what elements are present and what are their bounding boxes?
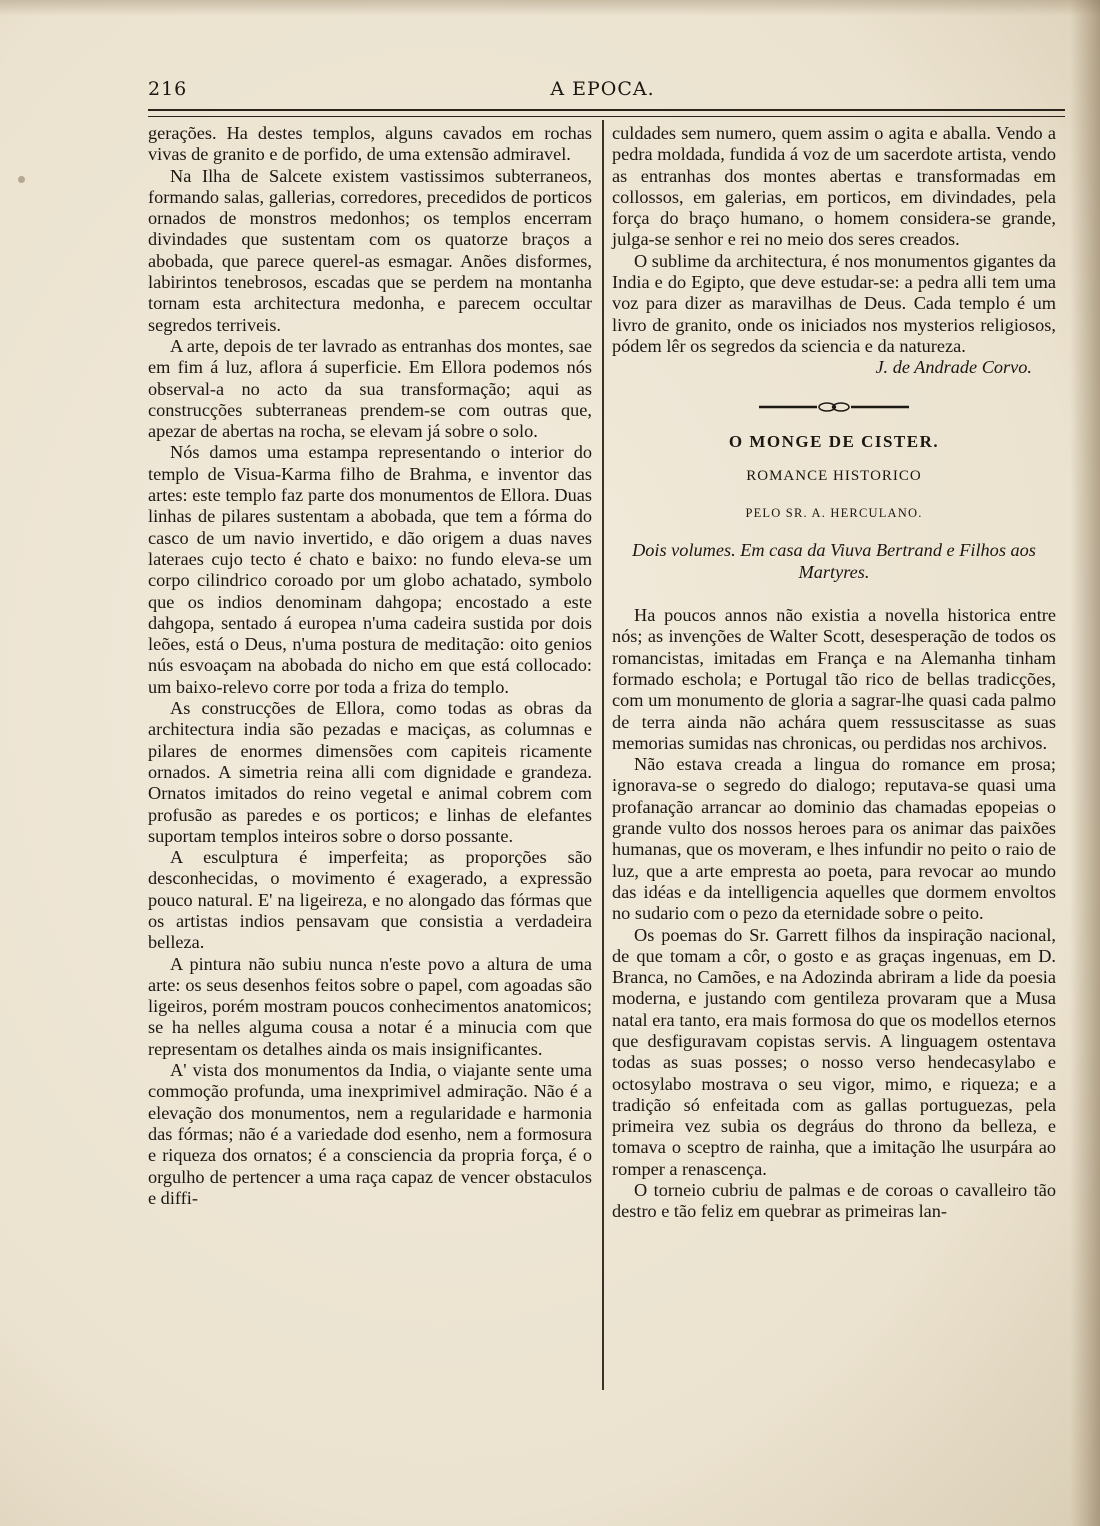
page-top-shadow (0, 0, 1100, 16)
paragraph: O torneio cubriu de palmas e de coroas o cavalleiro tão destro e tão feliz em quebrar as primeiras lan- (612, 1180, 1056, 1222)
left-column (148, 123, 592, 1209)
column-divider (602, 120, 604, 1390)
paper-spot (18, 176, 25, 183)
paragraph: Não estava creada a lingua do romance em prosa; ignorava-se o segredo do dialogo; reputava-se quasi uma profanação arrancar ao dominio das chamadas epopeias o grande vulto dos nossos heroes para os animar das paixões humanas, que os moveram, e lhes infundir no peito o raio de luz, que a arte empresta ao poeta, para revocar ao mundo das idéas e da intelligencia aquelles que dormem envoltos no sudario com o pezo da eternidade sobre o peito. (612, 754, 1056, 924)
page-header (140, 78, 1065, 102)
paragraph: A arte, depois de ter lavrado as entranhas dos montes, sae em fim á luz, aflora á superficie. Em Ellora podemos nós observal-a no acto da sua transformação; aqui as construcções subterraneas prendem-se com outras que, apezar de abertas na rocha, se elevam já sobre o solo. (148, 335, 592, 442)
paragraph: A' vista dos monumentos da India, o viajante sente uma commoção profunda, uma inexprimivel admiração. Não é a elevação dos monumentos, nem a regularidade e harmonia das fórmas; não é a variedade dod esenho, nem a formosura e riqueza dos ornatos; é a consciencia da propria força, é o orgulho de pertencer a uma raça capaz de vencer obstaculos e diffi- (148, 1060, 592, 1208)
paragraph: O sublime da architectura, é nos monumentos gigantes da India e do Egipto, que deve estudar-se: a pedra alli tem uma voz para dizer as maravilhas de Deus. Cada templo é um livro de granito, onde os iniciados nos mysterios religiosos, pódem lêr os segredos da sciencia e da natureza. (612, 250, 1056, 356)
review-title: O MONGE DE CISTER. (728, 431, 940, 451)
ornament-icon (759, 401, 909, 413)
paragraph: Nós damos uma estampa representando o interior do templo de Visua-Karma filho de Brahma, e inventor das artes: este templo faz parte dos monumentos de Ellora. Duas linhas de pilares sustentam a abobada, que tem a fórma do casco de um navio invertido, e dão origem a duas naves lateraes cujo tecto é chato e baixo: no fundo eleva-se um corpo cilindrico coroado por um globo achatado, symbolo que os indios denominam dahgopa; encostado a este dahgopa, sentado á europea n'uma cadeira sustida por dois leões, está o Deus, n'uma postura de meditação: oito genios nús esvoaçam na abobada do nicho em que está collocado: um baixo-relevo corre por toda a friza do templo. (148, 442, 592, 697)
ornament-divider (759, 401, 909, 413)
review-subtitle: ROMANCE HISTORICO (746, 467, 922, 484)
paragraph: A esculptura é imperfeita; as proporções são desconhecidas, o movimento é exagerado, a expressão pouco natural. E' na ligeireza, e no alongado das fórmas que os artistas indios pensavam que consistia a verdadeira belleza. (148, 847, 592, 953)
paragraph: Na Ilha de Salcete existem vastissimos subterraneos, formando salas, gallerias, corredores, precedidos de porticos ornados de monstros medonhos; os templos encerram divindades que sustentam com os quatorze braços a abobada, que parece querel-as esmagar. Anões disformes, labirintos tenebrosos, escadas que se perdem na montanha tornam esta architectura medonha, e parecem occultar segredos terriveis. (148, 165, 592, 335)
paragraph: gerações. Ha destes templos, alguns cavados em rochas vivas de granito e de porfido, de uma extensão admiravel. (148, 123, 592, 165)
paragraph: As construcções de Ellora, como todas as obras da architectura india são pezadas e maciças, as columnas e pilares de enormes dimensões com capiteis ricamente ornados. A simetria reina alli com dignidade e grandeza. Ornatos imitados do reino vegetal e animal cobrem com profusão as paredes e os porticos; e linhas de elefantes suportam templos inteiros sobre o dorso possante. (148, 698, 592, 846)
paragraph: A pintura não subiu nunca n'este povo a altura de uma arte: os seus desenhos feitos sobre o papel, com agoadas são ligeiros, porém mostram poucos conhecimentos anatomicos; se ha nelles alguma cousa a notar é a minucia com que representam os detalhes ainda os mais insignificantes. (148, 953, 592, 1059)
page-number: 216 (148, 78, 188, 100)
paragraph: Os poemas do Sr. Garrett filhos da inspiração nacional, de que tomam a côr, o gosto e as graças ingenuas, em D. Branca, no Camões, e na Adozinda abriram a lide da poesia moderna, e justando com gentileza provaram que a Musa natal era tanto, era mais formosa do que os modellos eternos que desfiguravam copistas servis. A linguagem ostentava todas as suas posses; o nosso verso hendecasylabo e octosylabo mostrava o seu vigor, mimo, e riqueza; e a tradição só enfeitada com as gallas portuguezas, pela primeira vez subia os degráus do throno da belleza, e tomava o sceptro de rainha, que a imitação lhe usurpára ao romper a renascença. (612, 924, 1056, 1179)
right-column (612, 123, 1056, 1223)
header-rule (148, 109, 1065, 117)
publication-info: Dois volumes. Em casa da Viuva Bertrand e Filhos aos Martyres. (632, 540, 1036, 582)
page-right-shadow (1070, 0, 1100, 1526)
article-signature: J. de Andrade Corvo. (875, 357, 1032, 378)
paragraph: Ha poucos annos não existia a novella historica entre nós; as invenções de Walter Scott, desesperação de todos os romancistas, imitadas em França e na Alemanha tinham formado eschola; e Portugal tão rico de bellas tradicções, com um monumento de gloria a sagrar-lhe quasi cada palmo de terra ainda não achára quem ressuscitasse as suas memorias sumidas nas chronicas, ou perdidas nos archivos. (612, 605, 1056, 753)
running-title: A EPOCA. (550, 78, 655, 100)
paragraph: culdades sem numero, quem assim o agita e aballa. Vendo a pedra moldada, fundida á voz de um sacerdote artista, vendo as entranhas dos montes abertas e transformadas em collossos, em galerias, em porticos, em divindades, pela força do braço humano, o homem considera-se grande, julga-se senhor e rei no meio dos seres creados. (612, 123, 1056, 250)
review-author: PELO SR. A. HERCULANO. (745, 506, 923, 521)
